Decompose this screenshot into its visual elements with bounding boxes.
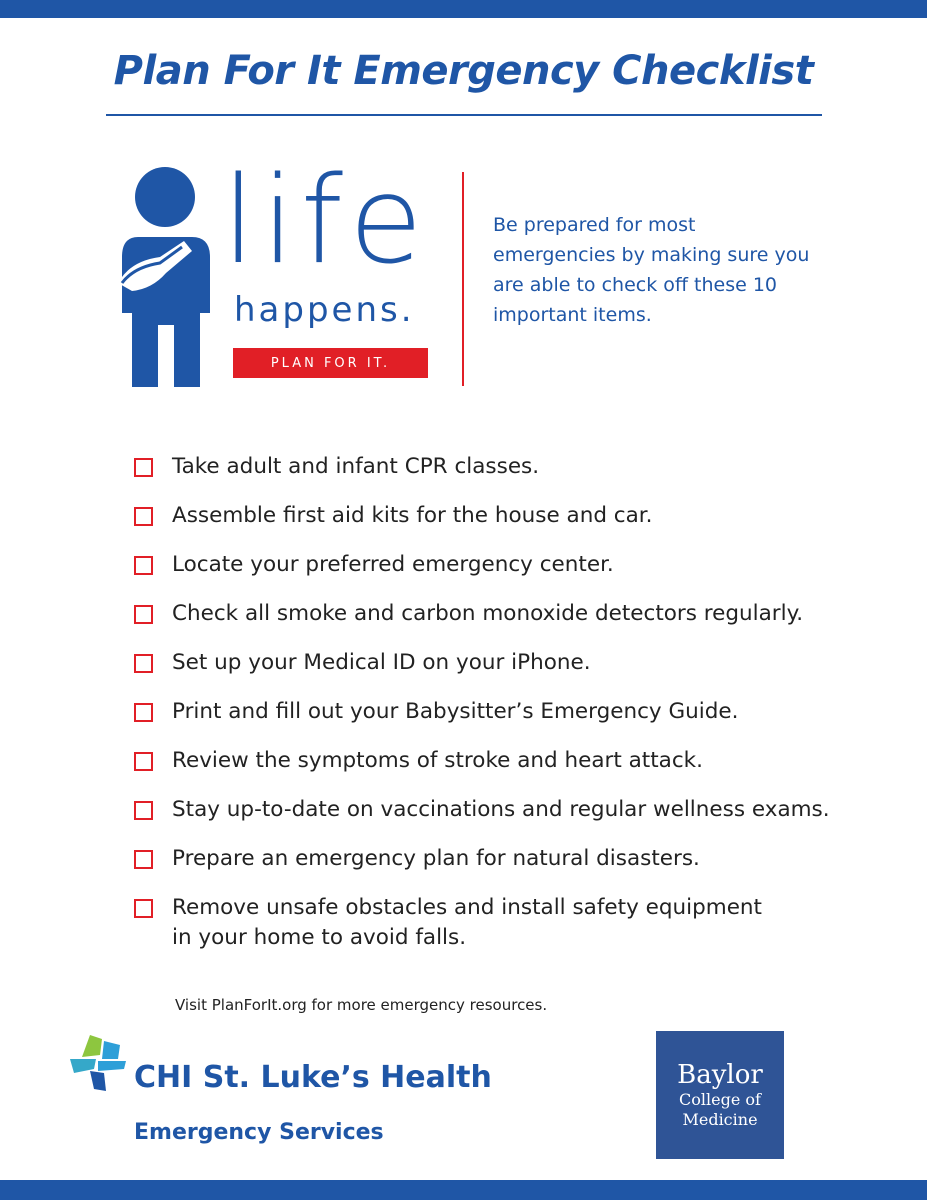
checkbox-icon[interactable] [134, 899, 153, 918]
list-item [134, 452, 894, 501]
list-item-label: Remove unsafe obstacles and install safety equipment in your home to avoid falls. [172, 895, 762, 950]
footer-note: Visit PlanForIt.org for more emergency resources. [175, 996, 548, 1014]
checkbox-icon[interactable] [134, 605, 153, 624]
list-item-label: Set up your Medical ID on your iPhone. [172, 650, 591, 675]
intro-text: Be prepared for most emergencies by making sure you are able to check off these 10 important items. [493, 214, 810, 326]
bottom-border-bar [0, 1180, 927, 1200]
list-item-label: Print and fill out your Babysitter’s Emergency Guide. [172, 699, 739, 724]
chi-cross-icon [68, 1033, 128, 1093]
list-item [134, 746, 894, 795]
list-item-label: Locate your preferred emergency center. [172, 552, 614, 577]
title-divider [106, 114, 822, 116]
list-item [134, 795, 894, 844]
list-item-label: Prepare an emergency plan for natural disasters. [172, 846, 700, 871]
logo-happens-word: happens. [234, 290, 415, 330]
baylor-line-1: Baylor [677, 1060, 763, 1090]
chi-department: Emergency Services [134, 1120, 384, 1145]
list-item [134, 648, 894, 697]
checkbox-icon[interactable] [134, 654, 153, 673]
chi-health-name: CHI St. Luke’s Health [134, 1060, 492, 1095]
baylor-logo [656, 1031, 784, 1159]
checkbox-icon[interactable] [134, 703, 153, 722]
checkbox-icon[interactable] [134, 507, 153, 526]
list-item [134, 599, 894, 648]
top-border-bar [0, 0, 927, 18]
list-item-label: Stay up-to-date on vaccinations and regular wellness exams. [172, 797, 830, 822]
list-item-label: Assemble first aid kits for the house and car. [172, 503, 653, 528]
logo-life-word: life [222, 152, 429, 291]
checkbox-icon[interactable] [134, 458, 153, 477]
checkbox-icon[interactable] [134, 752, 153, 771]
list-item-label: Review the symptoms of stroke and heart attack. [172, 748, 703, 773]
list-item [134, 893, 894, 963]
logo-divider [462, 172, 464, 386]
list-item [134, 697, 894, 746]
list-item-label: Check all smoke and carbon monoxide detectors regularly. [172, 601, 804, 626]
checkbox-icon[interactable] [134, 556, 153, 575]
emergency-checklist [134, 452, 894, 963]
baylor-line-3: Medicine [682, 1110, 758, 1129]
baylor-line-2: College of [679, 1090, 761, 1109]
list-item [134, 501, 894, 550]
checkbox-icon[interactable] [134, 850, 153, 869]
logo-tagline: PLAN FOR IT. [233, 348, 428, 378]
page-title: Plan For It Emergency Checklist [113, 48, 814, 94]
list-item [134, 844, 894, 893]
list-item-label: Take adult and infant CPR classes. [172, 454, 540, 479]
checkbox-icon[interactable] [134, 801, 153, 820]
list-item [134, 550, 894, 599]
